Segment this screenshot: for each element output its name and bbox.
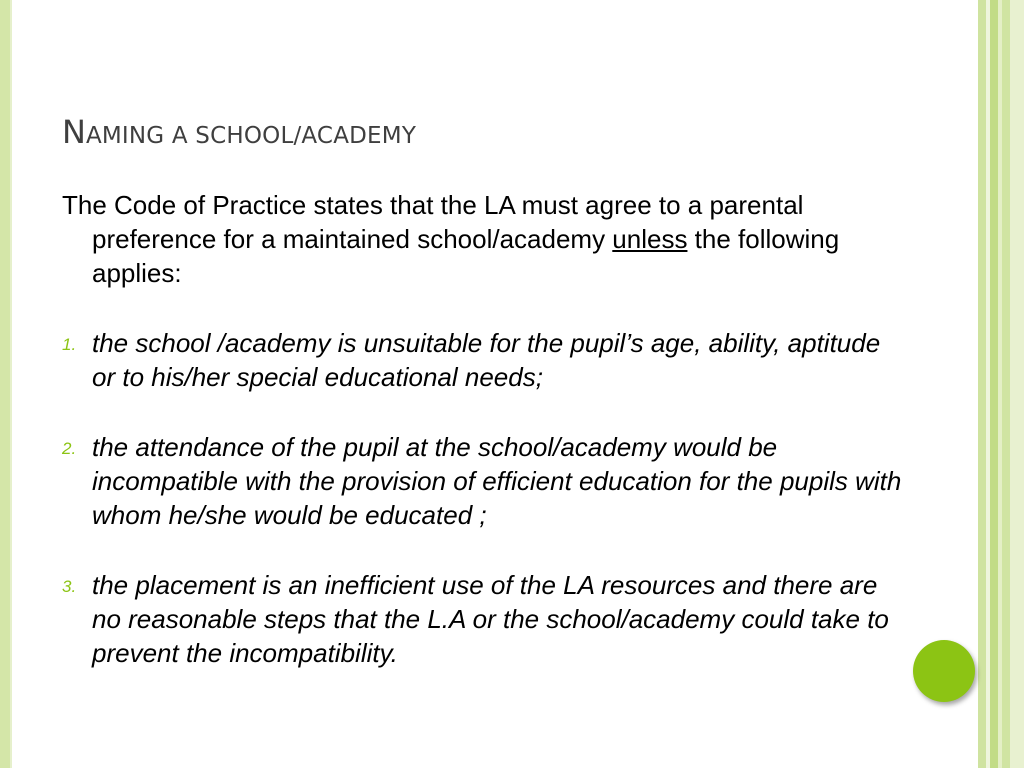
slide-body <box>62 188 902 670</box>
list-item-text: the attendance of the pupil at the school/academy would be incompatible with the provision of efficient education for the pupils with whom he/she would be educated ; <box>92 432 902 530</box>
intro-text-after: the following applies: <box>92 224 840 288</box>
list-item <box>62 326 902 394</box>
right-border-stripe <box>978 0 986 768</box>
slide-title-first-letter: N <box>62 113 86 151</box>
intro-underlined-word: unless <box>612 224 688 254</box>
list-item-number: 3. <box>62 577 77 596</box>
left-border-stripe <box>0 0 10 768</box>
intro-paragraph <box>62 188 902 290</box>
right-border-stripe <box>1010 0 1024 768</box>
list-item-text: the school /academy is unsuitable for the pupil’s age, ability, aptitude or to his/her special educational needs; <box>92 328 881 392</box>
list-item-text: the placement is an inefficient use of the LA resources and there are no reasonable steps that the L.A or the school/academy could take to prevent the incompatibility. <box>92 570 889 668</box>
slide-title <box>62 112 416 156</box>
list-item <box>62 430 902 532</box>
list-item-number: 2. <box>62 439 77 458</box>
left-border-stripe-inner <box>10 0 12 768</box>
intro-text-before: The Code of Practice states that the LA must agree to a parental preference for a maintained school/academy <box>62 190 804 254</box>
right-border-stripe <box>990 0 998 768</box>
decorative-circle <box>913 640 975 702</box>
right-border-stripe <box>1002 0 1010 768</box>
list-item-number: 1. <box>62 335 77 354</box>
slide-title-rest: AMING A SCHOOL/ACADEMY <box>85 123 417 149</box>
list-item <box>62 568 902 670</box>
